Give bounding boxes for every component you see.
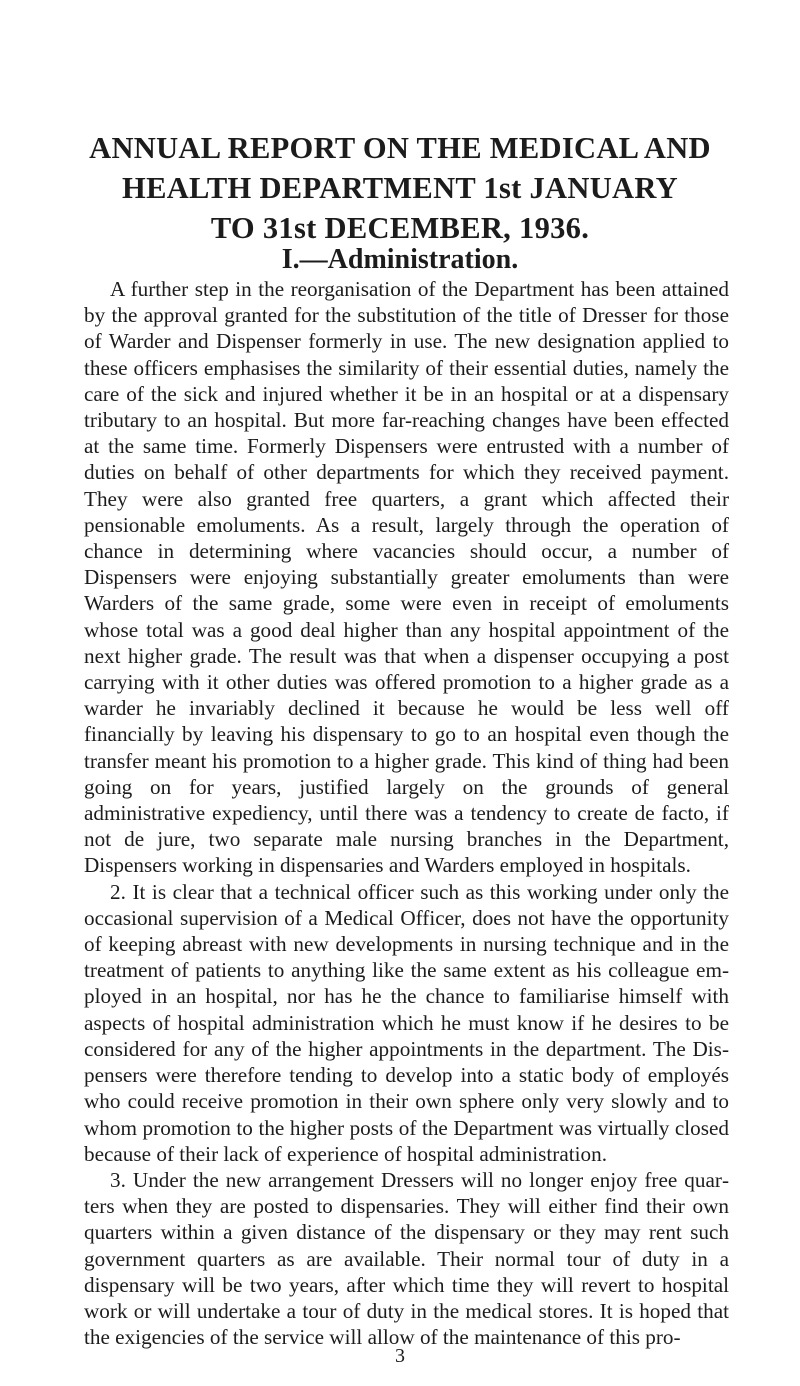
report-title-line: HEALTH DEPARTMENT 1st JANUARY [122, 171, 678, 205]
page-number: 3 [395, 1345, 405, 1367]
report-title [60, 128, 740, 248]
paragraph-1: A further step in the reorganisation of the Department has been attained by the approval granted for the substitution of the title of Dresser for those of Warder and Dispenser formerly in use. The new designation applied to these officers emphasises the similarity of their essential duties, namely the care of the sick and injured whether it be in an hospital or at a dispensary tributary to an hospital. But more far-reaching changes have been effected at the same time. Formerly Dispensers were entrusted with a number of duties on behalf of other departments for which they received payment. They were also granted free quarters, a grant which affected their pensionable emoluments. As a result, largely through the operation of chance in determining where vacancies should occur, a number of Dispensers were enjoying substantially greater emoluments than were Warders of the same grade, some were even in receipt of emoluments whose total was a good deal higher than any hospital appointment of the next higher grade. The result was that when a dispenser occupying a post carrying with it other duties was offered promotion to a higher grade as a warder he invariably declined it because he would be less well off financially by leaving his dispensary to go to an hospital even though the transfer meant his promotion to a higher grade. This kind of thing had been going on for years, justified largely on the grounds of general administrative expediency, until there was a tendency to create de facto, if not de jure, two separate male nursing branches in the Department, Dispensers working in dispensaries and Warders employed in hospitals. [84, 277, 729, 878]
paragraph-2: 2. It is clear that a technical officer such as this working under only the occasional supervision of a Medical Officer, does not have the opportunity of keeping abreast with new developments in nursing technique and in the treatment of patients to anything like the same extent as his colleague employed in an hospital, nor has he the chance to familiarise himself with aspects of hospital administration which he must know if he desires to be considered for any of the higher appointments in the department. The Dispensers were therefore tending to develop into a static body of employés who could receive promotion in their own sphere only very slowly and to whom promotion to the higher posts of the Department was virtually closed because of their lack of experience of hospital administration. [84, 879, 729, 1166]
paragraph-3: 3. Under the new arrangement Dressers will no longer enjoy free quarters when they are posted to dispensaries. They will either find their own quarters within a given distance of the dispensary or they may rent such government quarters as are available. Their normal tour of duty in a dispensary will be two years, after which time they will revert to hospital work or will undertake a tour of duty in the medical stores. It is hoped that the exigencies of the service will allow of the maintenance of this pro- [84, 1167, 729, 1350]
report-title-line: TO 31st DECEMBER, 1936. [210, 211, 590, 245]
section-heading: I.—Administration. [281, 244, 519, 275]
report-title-line: ANNUAL REPORT ON THE MEDICAL AND [89, 131, 711, 165]
body-text [84, 276, 729, 1350]
